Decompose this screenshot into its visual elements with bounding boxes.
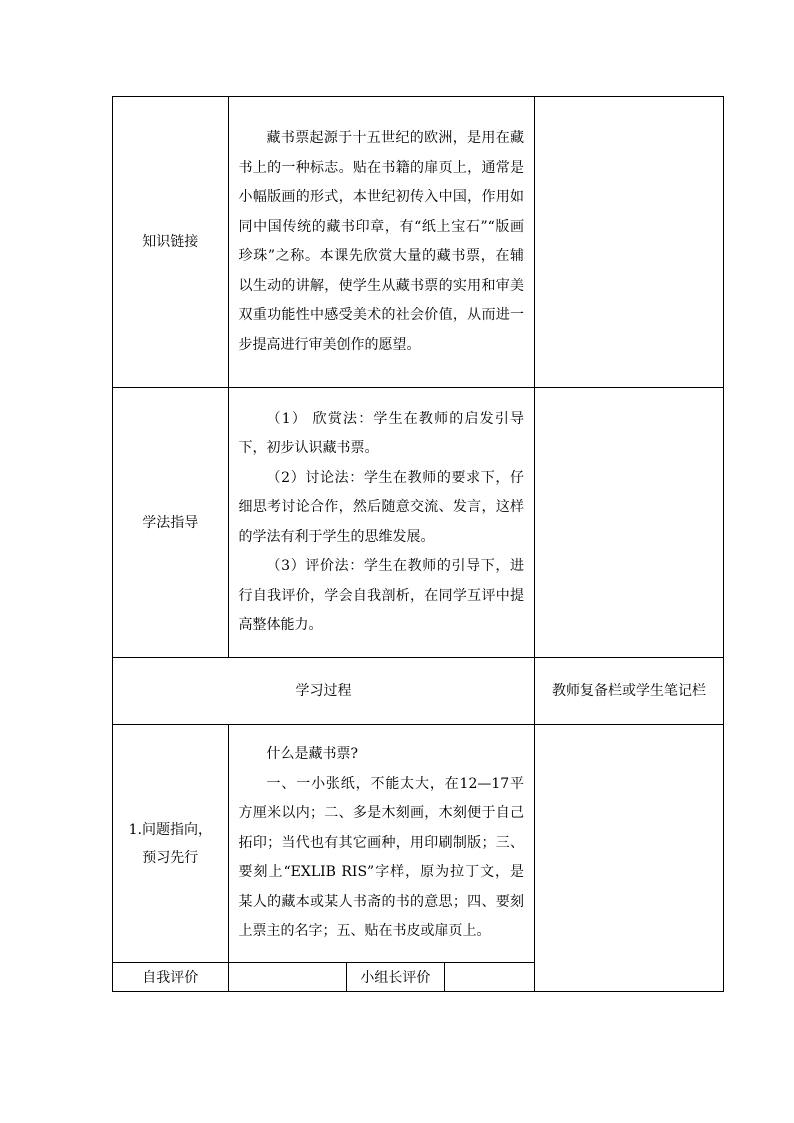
method-content [228, 388, 535, 658]
knowledge-content [228, 97, 535, 388]
step1-label-line1: 1.问题指向， [128, 821, 212, 838]
method-row [113, 388, 724, 658]
self-evaluation-label: 自我评价 [113, 963, 229, 992]
step1-content [228, 725, 535, 963]
leader-evaluation-label: 小组长评价 [347, 963, 444, 992]
step1-row [113, 725, 724, 963]
self-evaluation-cell[interactable] [228, 963, 347, 992]
step1-label-line2: 预习先行 [142, 849, 199, 866]
step1-notes-cell [535, 725, 724, 992]
step1-question: 什么是藏书票? [266, 746, 359, 763]
step1-label [113, 725, 229, 963]
leader-evaluation-cell[interactable] [444, 963, 534, 992]
process-header-label: 学习过程 [113, 658, 535, 725]
method-paragraph-3: （3）评价法：学生在教师的引导下，进行自我评价，学会自我剖析，在同学互评中提高整体能力。 [238, 558, 525, 633]
method-label: 学法指导 [113, 388, 229, 658]
knowledge-row [113, 97, 724, 388]
lesson-plan-table [112, 96, 724, 992]
knowledge-notes-cell [535, 97, 724, 388]
method-paragraph-2: （2）讨论法：学生在教师的要求下，仔细思考讨论合作，然后随意交流、发言，这样的学法有利于学生的思维发展。 [238, 469, 525, 545]
process-header-row [113, 658, 724, 725]
step1-answer: 一、一小张纸，不能太大，在12—17平方厘米以内；二、多是木刻画，木刻便于自己拓印；当代也有其它画种，用印刷制版；三、要刻上“EXLIB RIS”字样，原为拉丁文，是某人的藏本或某人书斋的书的意思；四、要刻上票主的名字；五、贴在书皮或扉页上。 [238, 775, 525, 940]
notes-column-header: 教师复备栏或学生笔记栏 [535, 658, 724, 725]
method-paragraph-1: （1） 欣赏法：学生在教师的启发引导下，初步认识藏书票。 [238, 410, 525, 456]
knowledge-paragraph: 藏书票起源于十五世纪的欧洲，是用在藏书上的一种标志。贴在书籍的扉页上，通常是小幅版画的形式，本世纪初传入中国，作用如同中国传统的藏书印章，有“纸上宝石”“版画珍珠”之称。本课先欣赏大量的藏书票，在辅以生动的讲解，使学生从藏书票的实用和审美双重功能性中感受美术的社会价值，从而进一步提高进行审美创作的愿望。 [238, 130, 525, 353]
knowledge-label: 知识链接 [113, 97, 229, 388]
method-notes-cell [535, 388, 724, 658]
